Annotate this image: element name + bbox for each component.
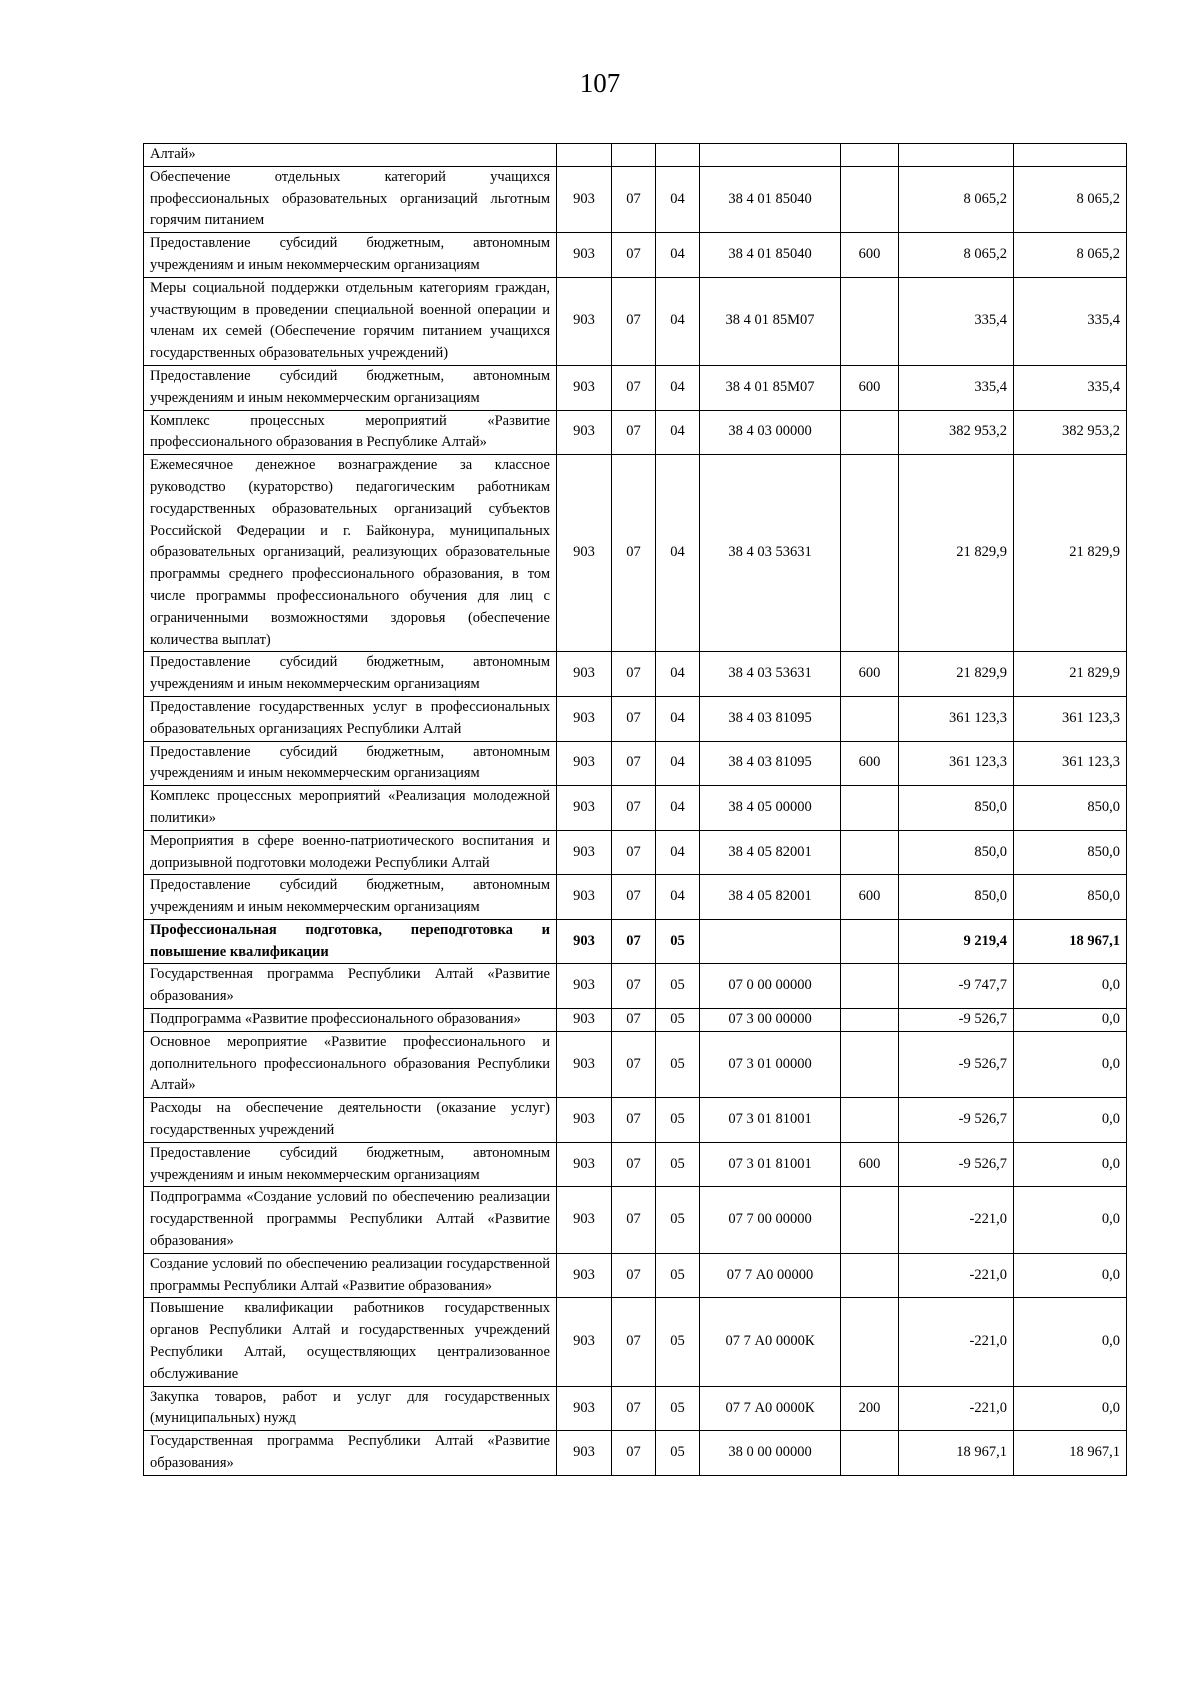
- amount-year-2-cell: 850,0: [1014, 830, 1127, 875]
- expense-type-cell: 600: [841, 365, 899, 410]
- subsection-code-cell: 05: [656, 964, 700, 1009]
- expense-name-cell: Предоставление субсидий бюджетным, автономным учреждениям и иным некоммерческим организациям: [144, 875, 557, 920]
- amount-year-1-cell: -9 526,7: [899, 1009, 1014, 1032]
- amount-year-2-cell: 0,0: [1014, 1098, 1127, 1143]
- amount-year-1-cell: -9 747,7: [899, 964, 1014, 1009]
- expense-type-cell: 600: [841, 233, 899, 278]
- amount-year-1-cell: -221,0: [899, 1298, 1014, 1386]
- table-row: [144, 919, 1127, 964]
- section-code-cell: 07: [612, 830, 656, 875]
- expense-type-cell: [841, 696, 899, 741]
- target-article-cell: 38 0 00 00000: [700, 1431, 841, 1476]
- amount-year-2-cell: 18 967,1: [1014, 1431, 1127, 1476]
- budget-table: [143, 143, 1127, 1476]
- amount-year-2-cell: 382 953,2: [1014, 410, 1127, 455]
- target-article-cell: 07 7 А0 00000: [700, 1253, 841, 1298]
- ministry-code-cell: 903: [557, 1298, 612, 1386]
- expense-name-cell: Меры социальной поддержки отдельным категориям граждан, участвующим в проведении специальной военной операции и членам их семей (Обеспечение горячим питанием учащихся государственных образовательных учреждений): [144, 277, 557, 365]
- amount-year-2-cell: 0,0: [1014, 964, 1127, 1009]
- ministry-code-cell: 903: [557, 830, 612, 875]
- subsection-code-cell: 04: [656, 875, 700, 920]
- subsection-code-cell: 04: [656, 365, 700, 410]
- amount-year-1-cell: 361 123,3: [899, 696, 1014, 741]
- ministry-code-cell: 903: [557, 1142, 612, 1187]
- target-article-cell: 07 3 01 00000: [700, 1031, 841, 1097]
- ministry-code-cell: 903: [557, 1098, 612, 1143]
- subsection-code-cell: 05: [656, 1431, 700, 1476]
- table-row: [144, 455, 1127, 652]
- target-article-cell: 38 4 01 85М07: [700, 277, 841, 365]
- expense-type-cell: [841, 1298, 899, 1386]
- target-article-cell: 38 4 05 00000: [700, 786, 841, 831]
- table-row: [144, 786, 1127, 831]
- page-number: 107: [579, 68, 621, 98]
- amount-year-1-cell: 21 829,9: [899, 652, 1014, 697]
- expense-type-cell: 600: [841, 875, 899, 920]
- ministry-code-cell: 903: [557, 410, 612, 455]
- amount-year-2-cell: 21 829,9: [1014, 455, 1127, 652]
- expense-name-cell: Подпрограмма «Развитие профессионального образования»: [144, 1009, 557, 1032]
- section-code-cell: 07: [612, 786, 656, 831]
- expense-type-cell: 200: [841, 1386, 899, 1431]
- section-code-cell: 07: [612, 1009, 656, 1032]
- target-article-cell: 07 0 00 00000: [700, 964, 841, 1009]
- amount-year-1-cell: -9 526,7: [899, 1031, 1014, 1097]
- table-row: [144, 166, 1127, 232]
- subsection-code-cell: 04: [656, 233, 700, 278]
- section-code-cell: 07: [612, 365, 656, 410]
- subsection-code-cell: 04: [656, 741, 700, 786]
- target-article-cell: [700, 919, 841, 964]
- expense-name-cell: Предоставление субсидий бюджетным, автономным учреждениям и иным некоммерческим организациям: [144, 741, 557, 786]
- amount-year-2-cell: 0,0: [1014, 1298, 1127, 1386]
- amount-year-2-cell: 0,0: [1014, 1009, 1127, 1032]
- expense-name-cell: Предоставление субсидий бюджетным, автономным учреждениям и иным некоммерческим организациям: [144, 1142, 557, 1187]
- subsection-code-cell: 04: [656, 696, 700, 741]
- section-code-cell: 07: [612, 166, 656, 232]
- expense-type-cell: [841, 1253, 899, 1298]
- amount-year-2-cell: 361 123,3: [1014, 696, 1127, 741]
- target-article-cell: 07 3 01 81001: [700, 1098, 841, 1143]
- amount-year-1-cell: 850,0: [899, 875, 1014, 920]
- table-row: [144, 233, 1127, 278]
- subsection-code-cell: 04: [656, 166, 700, 232]
- expense-name-cell: Закупка товаров, работ и услуг для государственных (муниципальных) нужд: [144, 1386, 557, 1431]
- amount-year-1-cell: 8 065,2: [899, 166, 1014, 232]
- amount-year-1-cell: 9 219,4: [899, 919, 1014, 964]
- ministry-code-cell: 903: [557, 696, 612, 741]
- section-code-cell: 07: [612, 233, 656, 278]
- expense-type-cell: [841, 1431, 899, 1476]
- target-article-cell: 38 4 03 00000: [700, 410, 841, 455]
- amount-year-1-cell: -9 526,7: [899, 1142, 1014, 1187]
- ministry-code-cell: 903: [557, 875, 612, 920]
- target-article-cell: 38 4 03 53631: [700, 652, 841, 697]
- expense-name-cell: Основное мероприятие «Развитие профессионального и дополнительного профессионального образования Республики Алтай»: [144, 1031, 557, 1097]
- subsection-code-cell: 04: [656, 786, 700, 831]
- amount-year-2-cell: 335,4: [1014, 365, 1127, 410]
- section-code-cell: 07: [612, 277, 656, 365]
- table-row: [144, 144, 1127, 167]
- expense-name-cell: Повышение квалификации работников государственных органов Республики Алтай и государственных учреждений Республики Алтай, осуществляющих централизованное обслуживание: [144, 1298, 557, 1386]
- target-article-cell: 38 4 03 53631: [700, 455, 841, 652]
- ministry-code-cell: 903: [557, 455, 612, 652]
- subsection-code-cell: 04: [656, 410, 700, 455]
- expense-type-cell: [841, 455, 899, 652]
- amount-year-2-cell: 850,0: [1014, 875, 1127, 920]
- section-code-cell: 07: [612, 1142, 656, 1187]
- expense-name-cell: Алтай»: [144, 144, 557, 167]
- ministry-code-cell: 903: [557, 1431, 612, 1476]
- table-row: [144, 1431, 1127, 1476]
- table-row: [144, 1142, 1127, 1187]
- expense-type-cell: [841, 964, 899, 1009]
- section-code-cell: 07: [612, 875, 656, 920]
- target-article-cell: 38 4 01 85М07: [700, 365, 841, 410]
- amount-year-1-cell: -221,0: [899, 1253, 1014, 1298]
- amount-year-1-cell: 850,0: [899, 786, 1014, 831]
- amount-year-2-cell: 0,0: [1014, 1187, 1127, 1253]
- amount-year-2-cell: [1014, 144, 1127, 167]
- amount-year-2-cell: 8 065,2: [1014, 166, 1127, 232]
- ministry-code-cell: 903: [557, 1187, 612, 1253]
- ministry-code-cell: 903: [557, 233, 612, 278]
- subsection-code-cell: 04: [656, 455, 700, 652]
- expense-type-cell: [841, 1098, 899, 1143]
- target-article-cell: 07 7 00 00000: [700, 1187, 841, 1253]
- amount-year-2-cell: 0,0: [1014, 1031, 1127, 1097]
- amount-year-1-cell: 382 953,2: [899, 410, 1014, 455]
- table-row: [144, 1298, 1127, 1386]
- amount-year-2-cell: 8 065,2: [1014, 233, 1127, 278]
- target-article-cell: 38 4 03 81095: [700, 696, 841, 741]
- table-row: [144, 1386, 1127, 1431]
- ministry-code-cell: 903: [557, 786, 612, 831]
- table-row: [144, 875, 1127, 920]
- section-code-cell: 07: [612, 964, 656, 1009]
- section-code-cell: 07: [612, 1187, 656, 1253]
- expense-name-cell: Профессиональная подготовка, переподготовка и повышение квалификации: [144, 919, 557, 964]
- target-article-cell: 38 4 03 81095: [700, 741, 841, 786]
- expense-name-cell: Государственная программа Республики Алтай «Развитие образования»: [144, 964, 557, 1009]
- section-code-cell: 07: [612, 1098, 656, 1143]
- target-article-cell: 38 4 01 85040: [700, 233, 841, 278]
- amount-year-1-cell: 335,4: [899, 277, 1014, 365]
- subsection-code-cell: 05: [656, 1298, 700, 1386]
- amount-year-2-cell: 335,4: [1014, 277, 1127, 365]
- expense-type-cell: 600: [841, 741, 899, 786]
- target-article-cell: 38 4 05 82001: [700, 830, 841, 875]
- section-code-cell: 07: [612, 741, 656, 786]
- table-row: [144, 1031, 1127, 1097]
- expense-name-cell: Расходы на обеспечение деятельности (оказание услуг) государственных учреждений: [144, 1098, 557, 1143]
- expense-type-cell: 600: [841, 1142, 899, 1187]
- amount-year-2-cell: 0,0: [1014, 1386, 1127, 1431]
- expense-name-cell: Комплекс процессных мероприятий «Реализация молодежной политики»: [144, 786, 557, 831]
- section-code-cell: 07: [612, 1386, 656, 1431]
- table-body: [144, 144, 1127, 1476]
- section-code-cell: 07: [612, 652, 656, 697]
- table-row: [144, 696, 1127, 741]
- ministry-code-cell: 903: [557, 964, 612, 1009]
- amount-year-1-cell: -221,0: [899, 1187, 1014, 1253]
- subsection-code-cell: 05: [656, 1142, 700, 1187]
- section-code-cell: 07: [612, 1253, 656, 1298]
- target-article-cell: 07 3 01 81001: [700, 1142, 841, 1187]
- table-row: [144, 1253, 1127, 1298]
- ministry-code-cell: 903: [557, 277, 612, 365]
- subsection-code-cell: 05: [656, 1098, 700, 1143]
- amount-year-1-cell: 850,0: [899, 830, 1014, 875]
- expense-type-cell: [841, 277, 899, 365]
- section-code-cell: 07: [612, 410, 656, 455]
- expense-type-cell: [841, 786, 899, 831]
- section-code-cell: 07: [612, 455, 656, 652]
- expense-name-cell: Создание условий по обеспечению реализации государственной программы Республики Алтай «Развитие образования»: [144, 1253, 557, 1298]
- expense-type-cell: [841, 1031, 899, 1097]
- table-row: [144, 277, 1127, 365]
- section-code-cell: 07: [612, 919, 656, 964]
- amount-year-1-cell: 18 967,1: [899, 1431, 1014, 1476]
- amount-year-2-cell: 0,0: [1014, 1142, 1127, 1187]
- target-article-cell: 07 7 А0 0000К: [700, 1298, 841, 1386]
- subsection-code-cell: 05: [656, 1187, 700, 1253]
- expense-name-cell: Обеспечение отдельных категорий учащихся профессиональных образовательных организаций льготным горячим питанием: [144, 166, 557, 232]
- table-row: [144, 1009, 1127, 1032]
- table-row: [144, 410, 1127, 455]
- section-code-cell: 07: [612, 1431, 656, 1476]
- target-article-cell: 38 4 01 85040: [700, 166, 841, 232]
- ministry-code-cell: 903: [557, 919, 612, 964]
- amount-year-2-cell: 18 967,1: [1014, 919, 1127, 964]
- subsection-code-cell: 05: [656, 1031, 700, 1097]
- table-row: [144, 1098, 1127, 1143]
- amount-year-1-cell: 21 829,9: [899, 455, 1014, 652]
- ministry-code-cell: 903: [557, 1386, 612, 1431]
- subsection-code-cell: 05: [656, 1253, 700, 1298]
- expense-type-cell: [841, 166, 899, 232]
- expense-type-cell: [841, 1187, 899, 1253]
- subsection-code-cell: 05: [656, 1386, 700, 1431]
- amount-year-1-cell: [899, 144, 1014, 167]
- ministry-code-cell: 903: [557, 1031, 612, 1097]
- table-row: [144, 741, 1127, 786]
- expense-type-cell: [841, 919, 899, 964]
- expense-type-cell: [841, 144, 899, 167]
- amount-year-1-cell: -221,0: [899, 1386, 1014, 1431]
- table-row: [144, 1187, 1127, 1253]
- expense-name-cell: Государственная программа Республики Алтай «Развитие образования»: [144, 1431, 557, 1476]
- target-article-cell: [700, 144, 841, 167]
- table-row: [144, 964, 1127, 1009]
- subsection-code-cell: 05: [656, 1009, 700, 1032]
- expense-name-cell: Комплекс процессных мероприятий «Развитие профессионального образования в Республике Алтай»: [144, 410, 557, 455]
- expense-type-cell: [841, 1009, 899, 1032]
- expense-name-cell: Предоставление государственных услуг в профессиональных образовательных организациях Республики Алтай: [144, 696, 557, 741]
- ministry-code-cell: 903: [557, 1253, 612, 1298]
- table-row: [144, 830, 1127, 875]
- ministry-code-cell: 903: [557, 741, 612, 786]
- amount-year-1-cell: 8 065,2: [899, 233, 1014, 278]
- expense-type-cell: 600: [841, 652, 899, 697]
- amount-year-1-cell: 335,4: [899, 365, 1014, 410]
- expense-name-cell: Мероприятия в сфере военно-патриотического воспитания и допризывной подготовки молодежи Республики Алтай: [144, 830, 557, 875]
- section-code-cell: 07: [612, 1298, 656, 1386]
- ministry-code-cell: 903: [557, 166, 612, 232]
- expense-name-cell: Предоставление субсидий бюджетным, автономным учреждениям и иным некоммерческим организациям: [144, 233, 557, 278]
- amount-year-2-cell: 850,0: [1014, 786, 1127, 831]
- amount-year-2-cell: 21 829,9: [1014, 652, 1127, 697]
- target-article-cell: 07 7 А0 0000К: [700, 1386, 841, 1431]
- ministry-code-cell: 903: [557, 1009, 612, 1032]
- expense-type-cell: [841, 410, 899, 455]
- table-row: [144, 365, 1127, 410]
- section-code-cell: 07: [612, 1031, 656, 1097]
- target-article-cell: 07 3 00 00000: [700, 1009, 841, 1032]
- subsection-code-cell: 04: [656, 277, 700, 365]
- section-code-cell: 07: [612, 696, 656, 741]
- expense-type-cell: [841, 830, 899, 875]
- amount-year-1-cell: 361 123,3: [899, 741, 1014, 786]
- subsection-code-cell: 04: [656, 652, 700, 697]
- expense-name-cell: Ежемесячное денежное вознаграждение за классное руководство (кураторство) педагогическим работникам государственных образовательных организаций субъектов Российской Федерации и г. Байконура, муниципальных образовательных организаций, реализующих образовательные программы среднего профессионального образования, в том числе программы профессионального обучения для лиц с ограниченными возможностями здоровья (обеспечение количества выплат): [144, 455, 557, 652]
- table-row: [144, 652, 1127, 697]
- amount-year-1-cell: -9 526,7: [899, 1098, 1014, 1143]
- subsection-code-cell: 05: [656, 919, 700, 964]
- expense-name-cell: Предоставление субсидий бюджетным, автономным учреждениям и иным некоммерческим организациям: [144, 652, 557, 697]
- expense-name-cell: Предоставление субсидий бюджетным, автономным учреждениям и иным некоммерческим организациям: [144, 365, 557, 410]
- amount-year-2-cell: 0,0: [1014, 1253, 1127, 1298]
- expense-name-cell: Подпрограмма «Создание условий по обеспечению реализации государственной программы Республики Алтай «Развитие образования»: [144, 1187, 557, 1253]
- ministry-code-cell: 903: [557, 652, 612, 697]
- ministry-code-cell: 903: [557, 365, 612, 410]
- subsection-code-cell: 04: [656, 830, 700, 875]
- target-article-cell: 38 4 05 82001: [700, 875, 841, 920]
- subsection-code-cell: [656, 144, 700, 167]
- ministry-code-cell: [557, 144, 612, 167]
- amount-year-2-cell: 361 123,3: [1014, 741, 1127, 786]
- section-code-cell: [612, 144, 656, 167]
